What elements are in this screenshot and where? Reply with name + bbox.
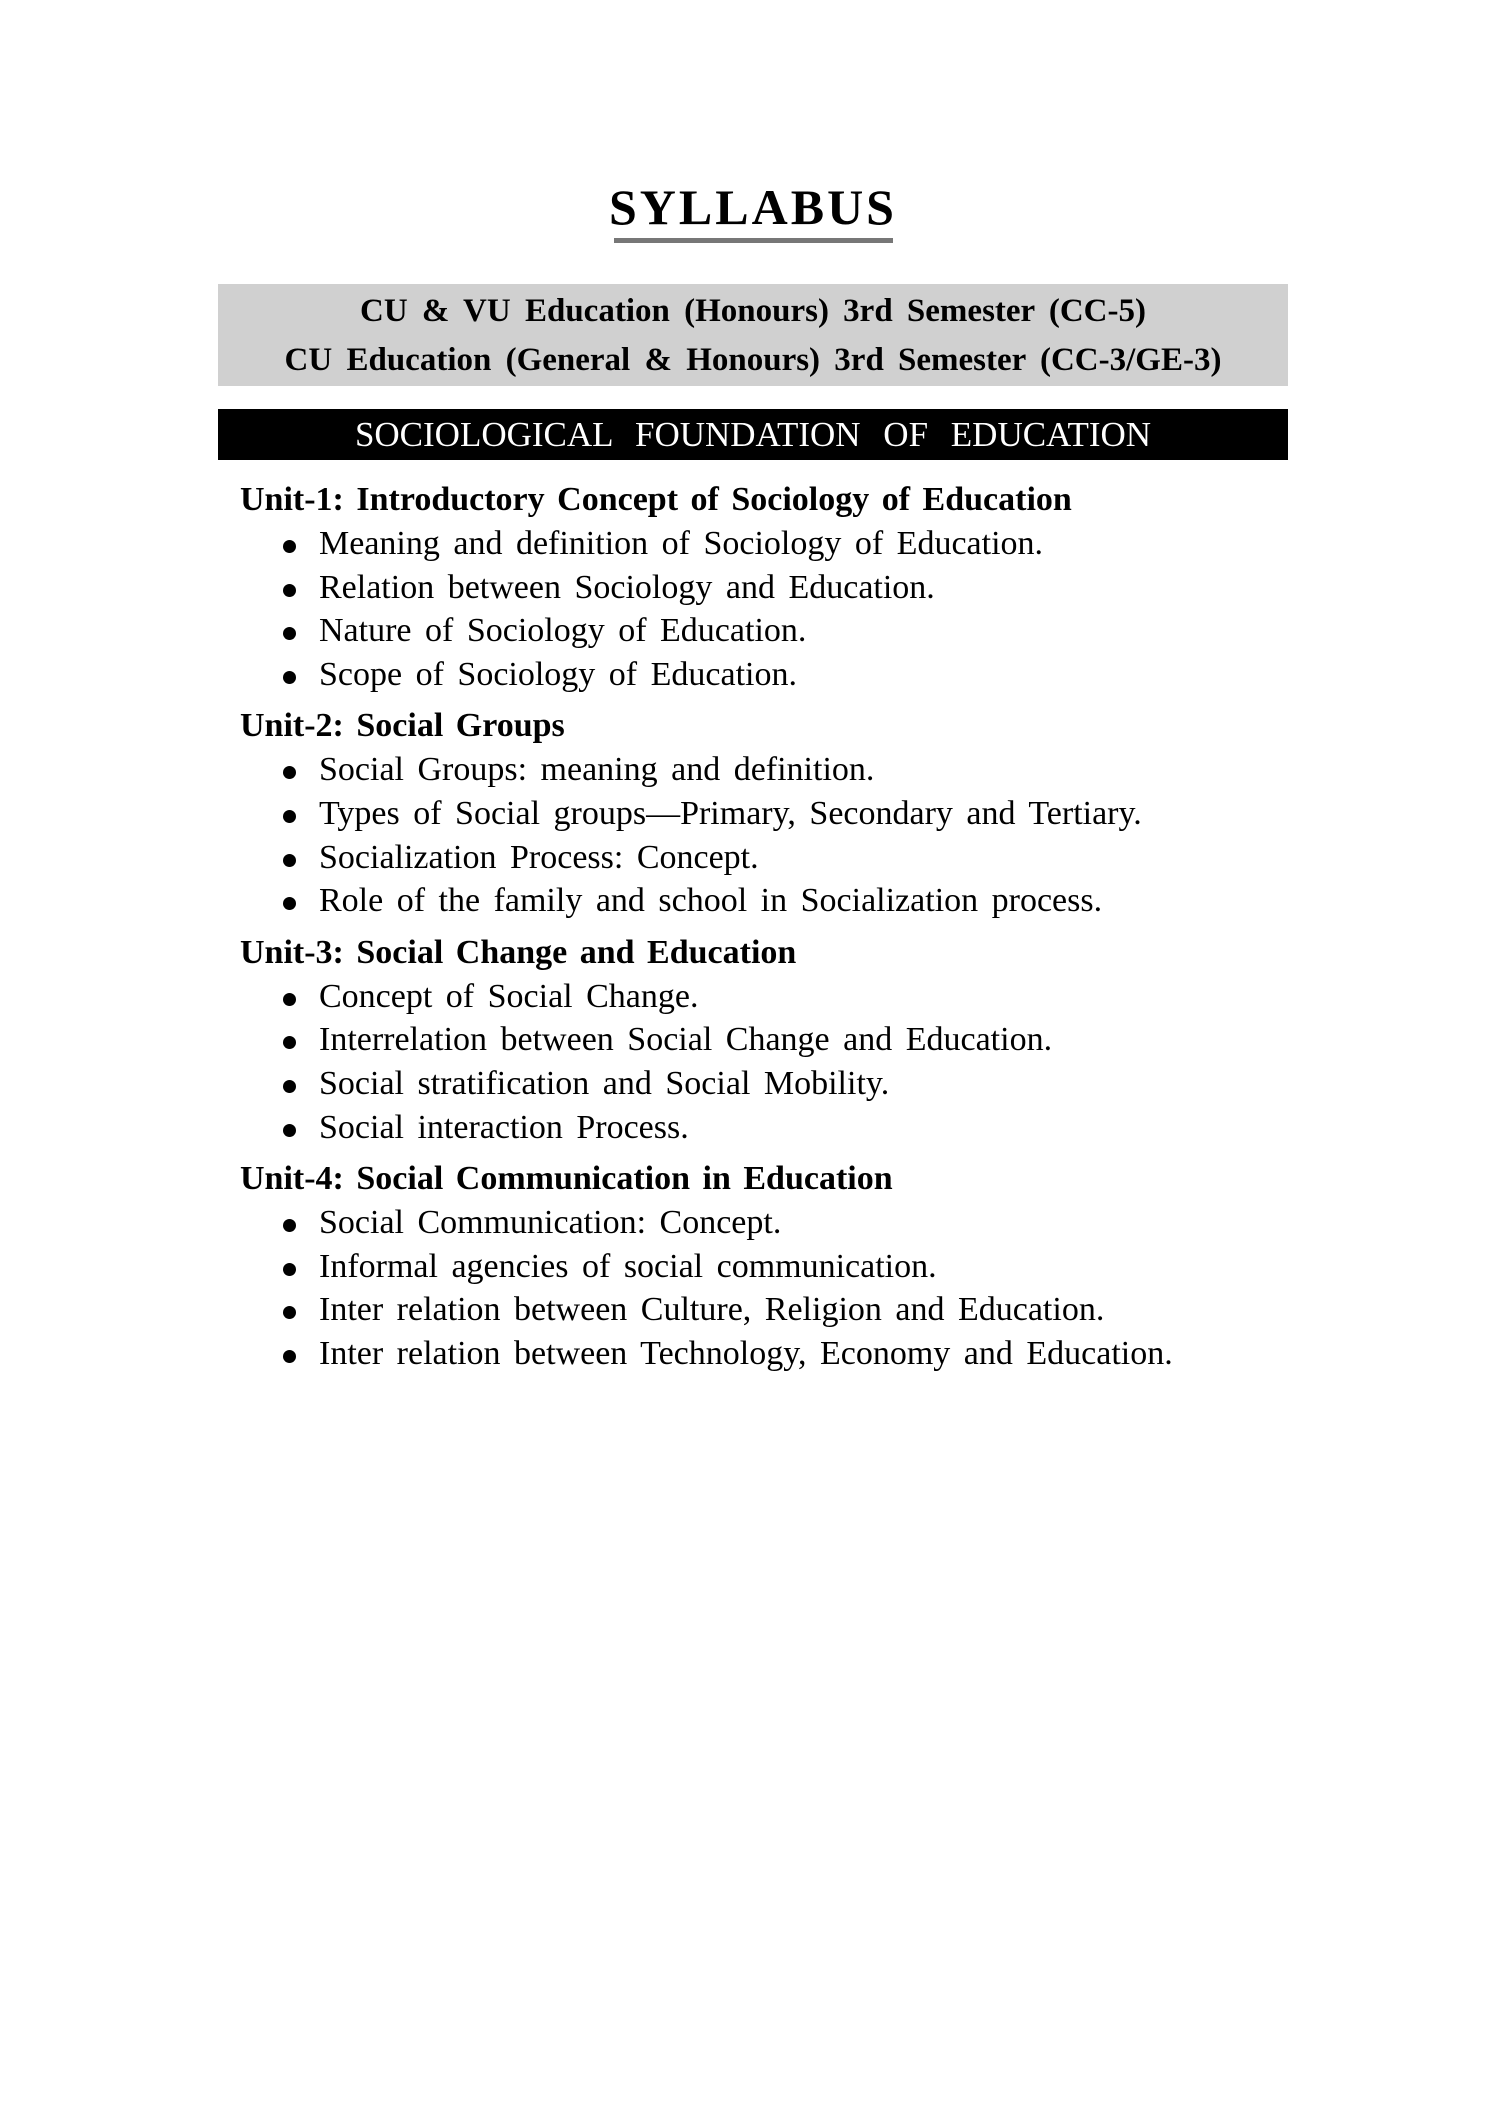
bullet-icon (283, 584, 296, 597)
topic-item (319, 975, 1300, 1019)
bullet-icon (283, 810, 296, 823)
bullet-icon (283, 1350, 296, 1363)
topic-text: Socialization Process: Concept. (319, 838, 759, 876)
bullet-icon (283, 1124, 296, 1137)
topic-text: Informal agencies of social communication. (319, 1247, 937, 1285)
bullet-icon (283, 540, 296, 553)
topic-text: Nature of Sociology of Education. (319, 612, 807, 650)
topic-item (319, 1106, 1300, 1150)
bullet-icon (283, 1263, 296, 1276)
unit-topic-list (240, 975, 1300, 1149)
course-line: CU & VU Education (Honours) 3rd Semester (CC-5) (360, 293, 1146, 329)
topic-item (319, 836, 1300, 880)
paper-title: SOCIOLOGICAL FOUNDATION OF EDUCATION (218, 409, 1288, 460)
topic-item (319, 1245, 1300, 1289)
topic-text: Social interaction Process. (319, 1108, 689, 1146)
topic-item (319, 748, 1300, 792)
syllabus-content (240, 478, 1300, 1376)
topic-item (319, 1332, 1300, 1376)
bullet-icon (283, 854, 296, 867)
topic-item (319, 522, 1300, 566)
topic-text: Social Communication: Concept. (319, 1204, 782, 1242)
topic-item (319, 653, 1300, 697)
topic-text: Concept of Social Change. (319, 977, 699, 1015)
topic-item (319, 879, 1300, 923)
bullet-icon (283, 671, 296, 684)
unit-topic-list (240, 522, 1300, 696)
unit-heading: Unit-2: Social Groups (240, 707, 565, 745)
bullet-icon (283, 766, 296, 779)
page-title: SYLLABUS (609, 179, 897, 235)
bullet-icon (283, 1219, 296, 1232)
topic-text: Interrelation between Social Change and Education. (319, 1021, 1053, 1059)
topic-text: Meaning and definition of Sociology of Education. (319, 525, 1044, 562)
bullet-icon (283, 627, 296, 640)
topic-item (319, 792, 1300, 836)
bullet-icon (283, 1306, 296, 1319)
unit-heading: Unit-1: Introductory Concept of Sociology of Education (240, 481, 1072, 518)
unit-topic-list (240, 748, 1300, 922)
topic-item (319, 1201, 1300, 1245)
topic-text: Types of Social groups—Primary, Secondary and Tertiary. (319, 794, 1142, 832)
topic-text: Relation between Sociology and Education. (319, 568, 935, 606)
course-line: CU Education (General & Honours) 3rd Semester (CC-3/GE-3) (284, 342, 1222, 378)
topic-text: Scope of Sociology of Education. (319, 655, 797, 693)
topic-text: Social stratification and Social Mobility. (319, 1064, 890, 1102)
topic-text: Inter relation between Technology, Economy and Education. (319, 1334, 1173, 1372)
bullet-icon (283, 1036, 296, 1049)
topic-item (319, 609, 1300, 653)
topic-item (319, 566, 1300, 610)
topic-text: Inter relation between Culture, Religion and Education. (319, 1291, 1105, 1329)
topic-item (319, 1018, 1300, 1062)
bullet-icon (283, 993, 296, 1006)
topic-item (319, 1288, 1300, 1332)
title-underline (614, 238, 893, 243)
course-info-box (218, 284, 1288, 386)
unit-heading: Unit-4: Social Communication in Education (240, 1160, 893, 1198)
unit-topic-list (240, 1201, 1300, 1375)
topic-text: Role of the family and school in Socialization process. (319, 882, 1103, 920)
bullet-icon (283, 1080, 296, 1093)
topic-item (319, 1062, 1300, 1106)
unit-heading: Unit-3: Social Change and Education (240, 933, 797, 971)
topic-text: Social Groups: meaning and definition. (319, 751, 875, 789)
bullet-icon (283, 897, 296, 910)
